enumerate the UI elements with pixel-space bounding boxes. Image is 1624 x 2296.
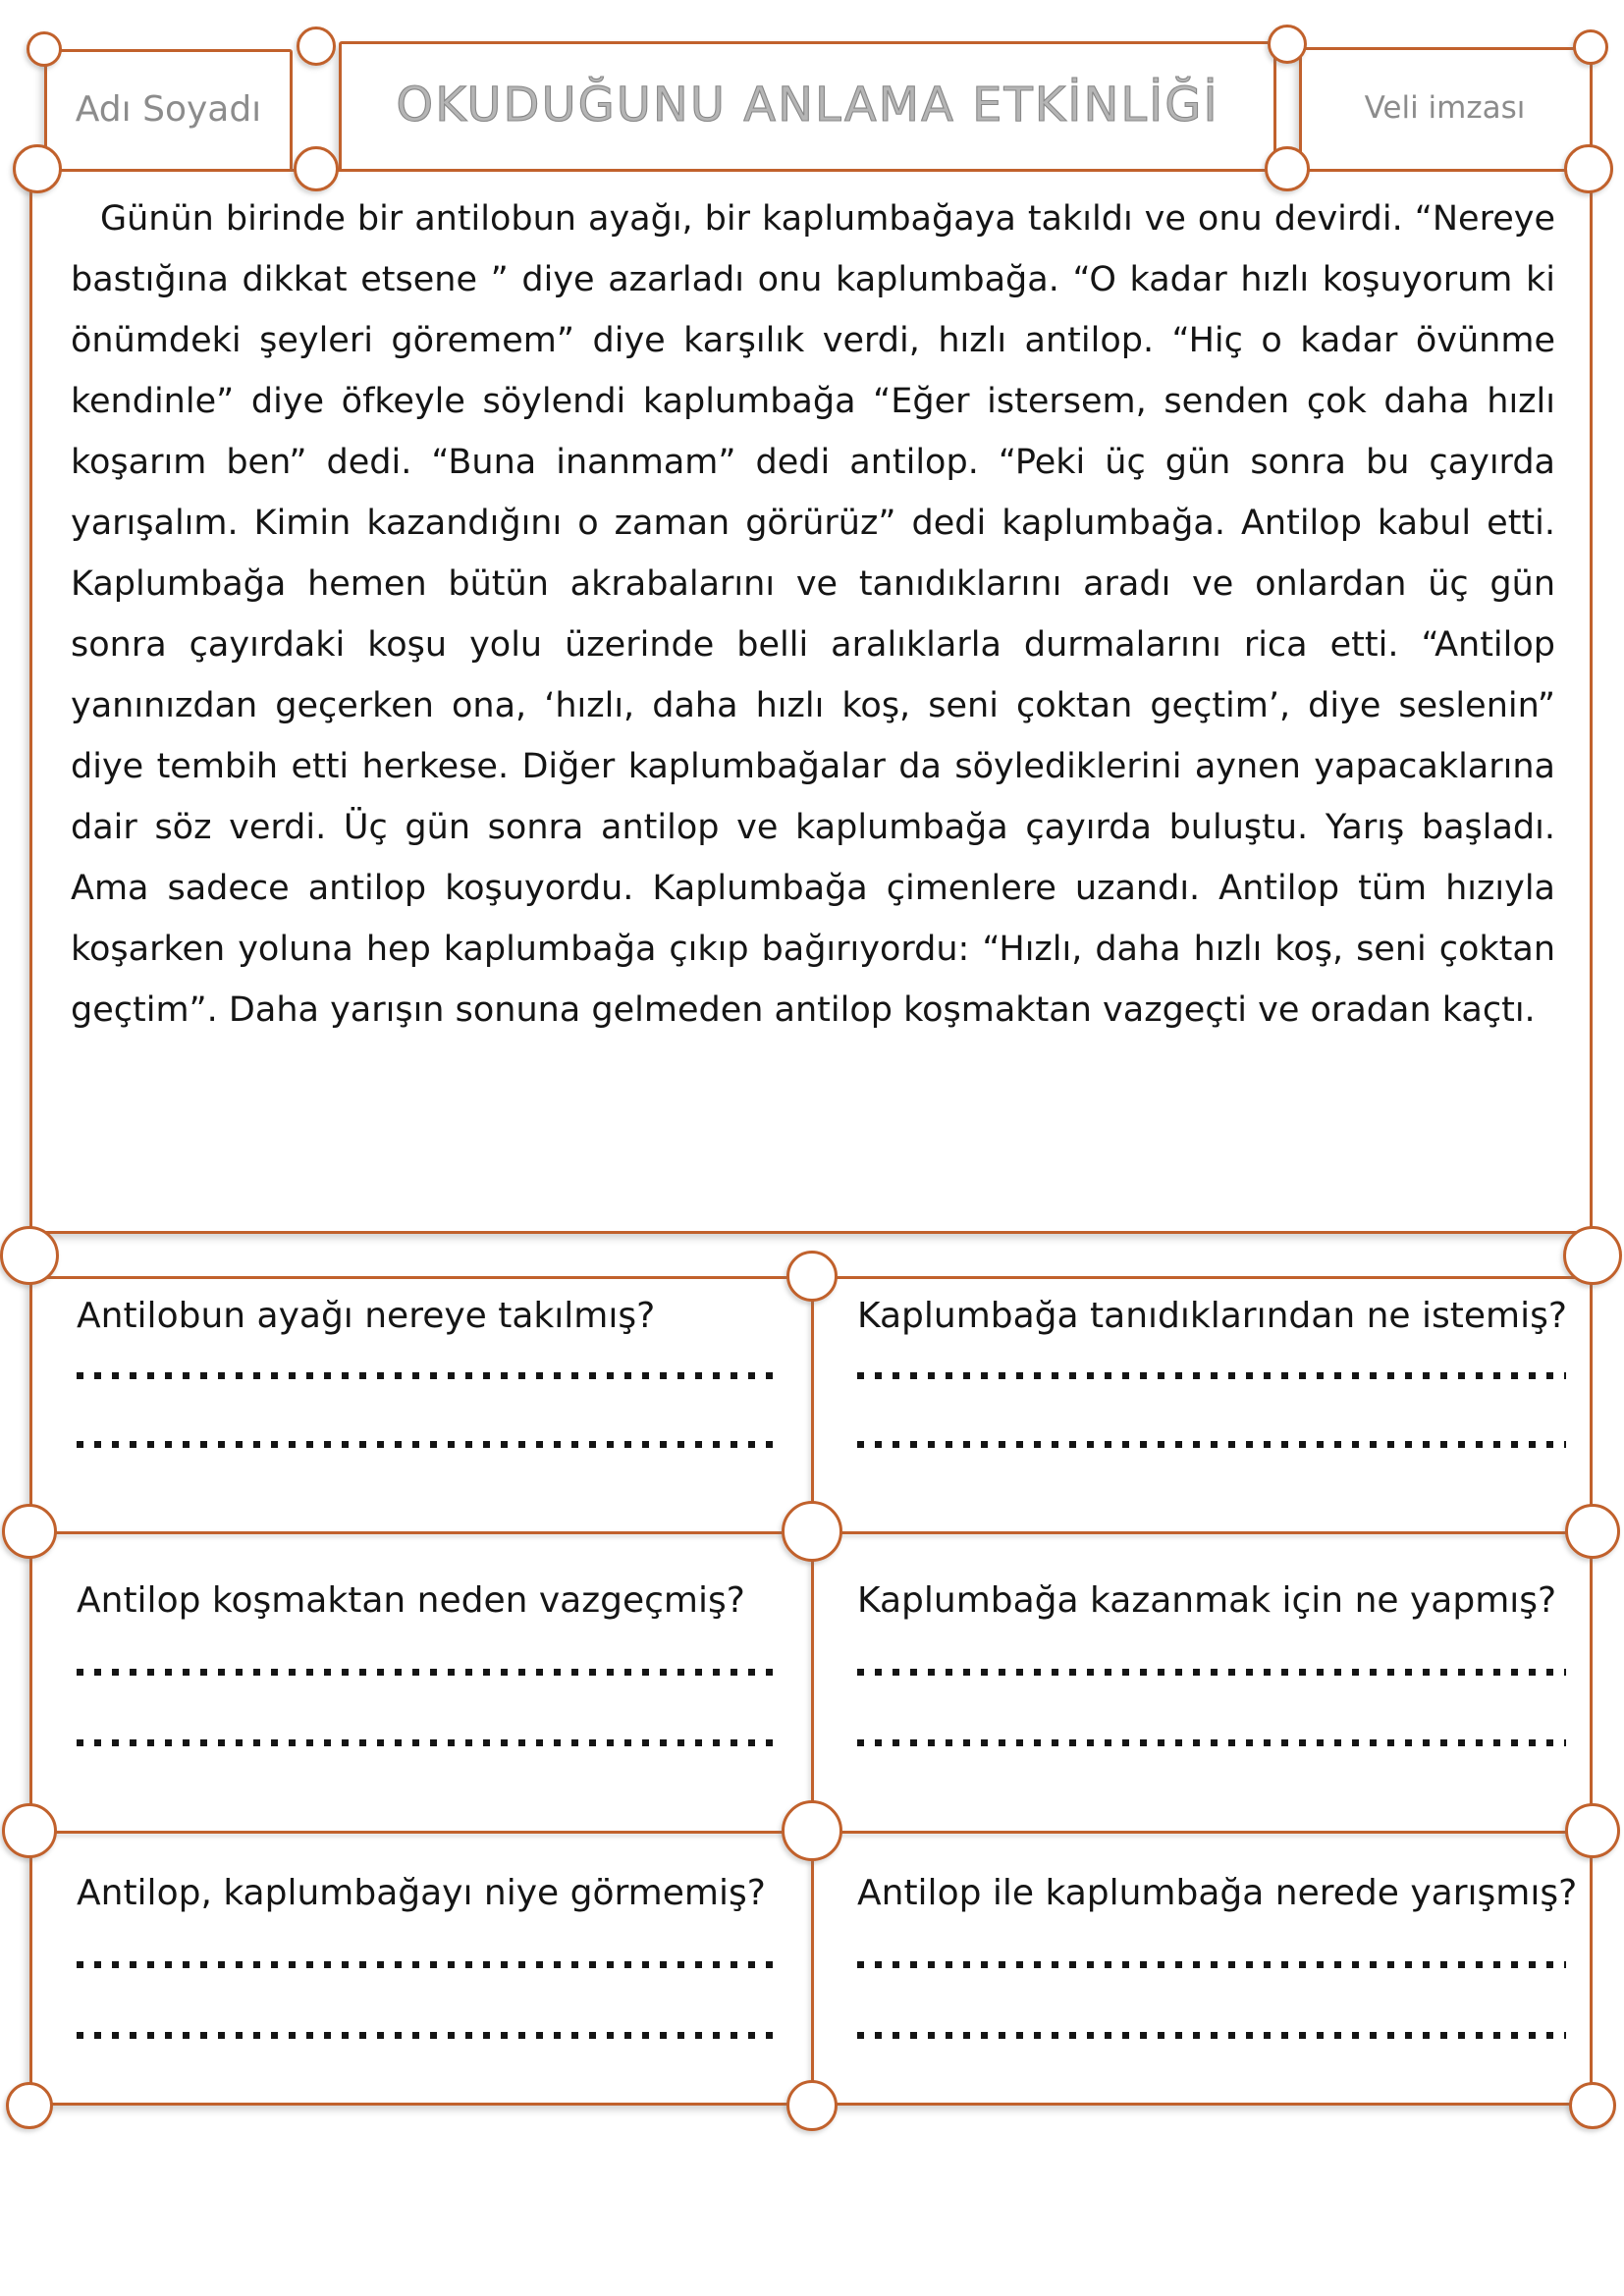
edge-notch	[1565, 1504, 1620, 1559]
answer-line	[857, 1961, 1566, 1968]
question-text: Antilop koşmaktan neden vazgeçmiş?	[77, 1580, 745, 1621]
answer-line	[77, 1372, 781, 1379]
question-card	[857, 1580, 1566, 1806]
corner-notch	[1564, 144, 1613, 193]
question-card	[857, 1873, 1578, 2099]
parent-signature-label: Veli imzası	[1364, 90, 1526, 126]
corner-notch	[13, 144, 62, 193]
column-divider	[811, 1276, 814, 2106]
question-text: Antilop ile kaplumbağa nerede yarışmış?	[857, 1873, 1578, 1913]
story-text: Günün birinde bir antilobun ayağı, bir kaplumbağaya takıldı ve onu devirdi. “Nereye bastığına dikkat etsene ” diye azarladı onu kaplumbağa. “O kadar hızlı koşuyorum ki önümdeki şeyleri göremem” diye karşılık verdi, hızlı antilop. “Hiç o kadar övünme kendinle” diye öfkeyle söylendi kaplumbağa “Eğer istersem, senden çok daha hızlı koşarım ben” dedi. “Buna inanmam” dedi antilop. “Peki üç gün sonra bu çayırda yarışalım. Kimin kazandığını o zaman görürüz” dedi kaplumbağa. Antilop kabul etti. Kaplumbağa hemen bütün akrabalarını ve tanıdıklarını aradı ve onlardan üç gün sonra çayırdaki koşu yolu üzerinde belli aralıklarla durmalarını rica etti. “Antilop yanınızdan geçerken ona, ‘hızlı, daha hızlı koş, seni çoktan geçtim’, diye seslenin” diye tembih etti herkese. Diğer kaplumbağalar da söylediklerini aynen yapacaklarına dair söz verdi. Üç gün sonra antilop ve kaplumbağa çayırda buluştu. Yarış başladı. Ama sadece antilop koşuyordu. Kaplumbağa çimenlere uzandı. Antilop tüm hızıyla koşarken yoluna hep kaplumbağa çıkıp bağırıyordu: “Hızlı, daha hızlı koş, seni çoktan geçtim”. Daha yarışın sonuna gelmeden antilop koşmaktan vazgeçti ve oradan kaçtı.	[71, 199, 1555, 1030]
question-card	[77, 1873, 781, 2099]
corner-notch	[6, 2082, 53, 2129]
question-text: Kaplumbağa tanıdıklarından ne istemiş?	[857, 1296, 1567, 1336]
junction-notch	[782, 1800, 842, 1861]
edge-notch	[1565, 1803, 1620, 1858]
answer-line	[857, 1372, 1566, 1379]
question-text: Antilop, kaplumbağayı niye görmemiş?	[77, 1873, 766, 1913]
corner-notch	[294, 146, 339, 191]
question-text: Kaplumbağa kazanmak için ne yapmış?	[857, 1580, 1557, 1621]
answer-line	[857, 1669, 1566, 1676]
junction-notch	[782, 1501, 842, 1562]
question-card	[77, 1296, 781, 1512]
answer-line	[77, 1739, 781, 1746]
corner-notch	[786, 1251, 838, 1302]
answer-line	[857, 1441, 1566, 1448]
name-label: Adı Soyadı	[75, 88, 262, 130]
answer-line	[77, 1961, 781, 1968]
question-card	[77, 1580, 781, 1806]
answer-line	[857, 1739, 1566, 1746]
answer-line	[77, 1441, 781, 1448]
question-card	[857, 1296, 1566, 1512]
edge-notch	[2, 1803, 57, 1858]
corner-notch	[1268, 25, 1307, 64]
page-title: OKUDUĞUNU ANLAMA ETKİNLİĞİ	[396, 78, 1219, 133]
corner-notch	[1265, 146, 1310, 191]
corner-notch	[297, 27, 336, 66]
answer-line	[77, 2032, 781, 2039]
question-text: Antilobun ayağı nereye takılmış?	[77, 1296, 656, 1336]
corner-notch	[1563, 1226, 1622, 1285]
answer-line	[77, 1669, 781, 1676]
corner-notch	[27, 31, 62, 67]
edge-notch	[2, 1504, 57, 1559]
corner-notch	[786, 2080, 838, 2131]
corner-notch	[0, 1226, 59, 1285]
corner-notch	[1573, 29, 1608, 65]
corner-notch	[1569, 2082, 1616, 2129]
answer-line	[857, 2032, 1566, 2039]
